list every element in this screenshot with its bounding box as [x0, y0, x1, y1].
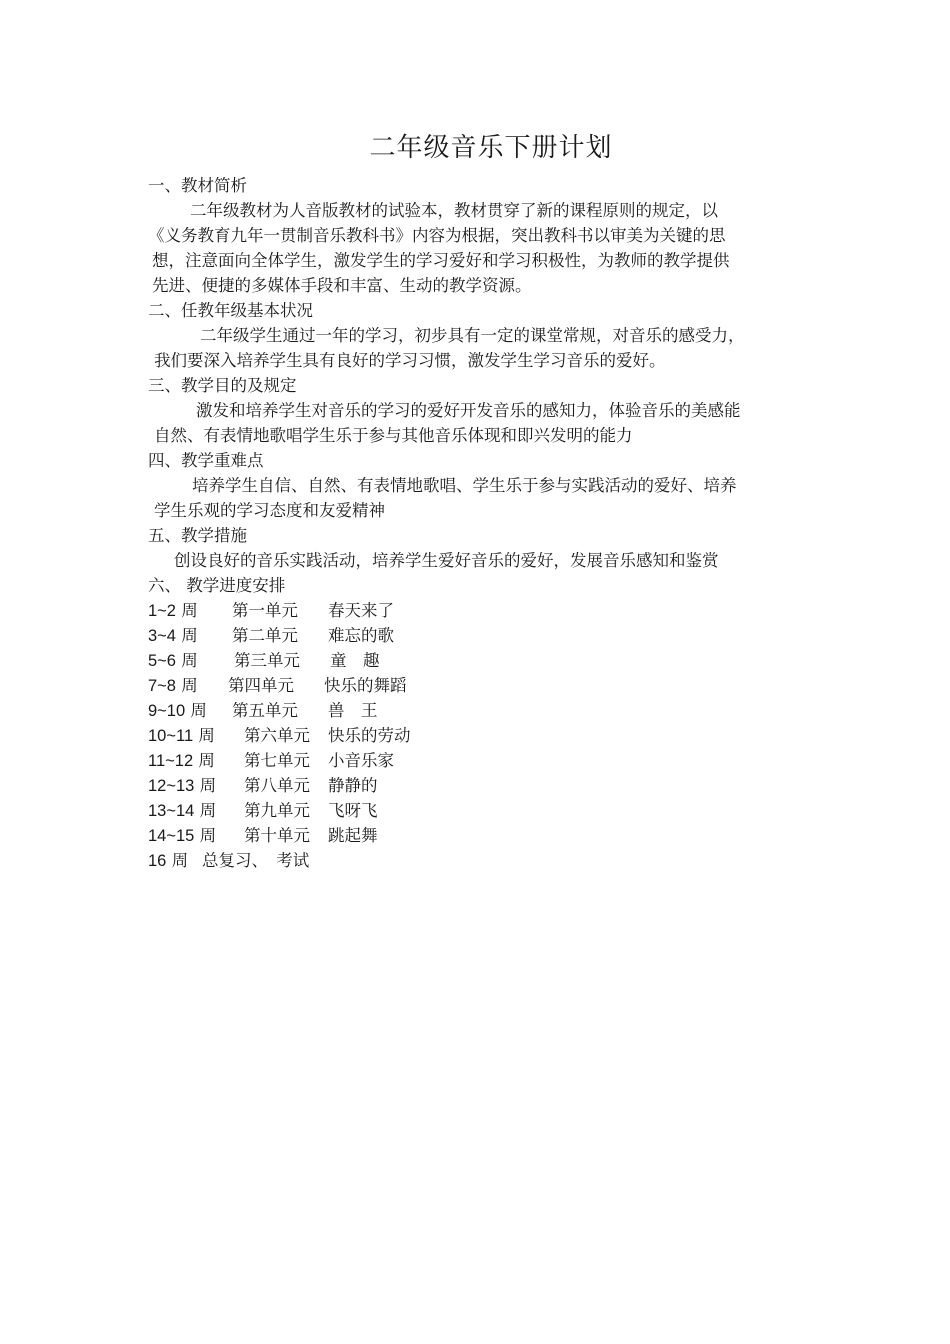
schedule-row	[148, 623, 838, 648]
schedule-row	[148, 823, 838, 848]
schedule-week: 14~15 周	[148, 826, 217, 845]
schedule-unit: 第六单元	[244, 726, 310, 745]
section-body-2	[148, 323, 838, 373]
schedule-week: 12~13 周	[148, 776, 217, 795]
schedule-topic: 静静的	[328, 776, 378, 795]
schedule-week: 10~11 周	[148, 726, 215, 745]
document-title: 二年级音乐下册计划	[369, 133, 613, 163]
schedule-week: 16 周	[148, 851, 189, 870]
section-5-line-1: 创设良好的音乐实践活动，培养学生爱好音乐的爱好，发展音乐感知和鉴赏	[174, 551, 719, 570]
section-3-line-2: 自然、有表情地歌唱学生乐于参与其他音乐体现和即兴发明的能力	[154, 426, 633, 445]
schedule-week: 5~6 周	[148, 651, 198, 670]
section-heading-1: 一、教材简析	[148, 176, 247, 195]
document-body	[148, 173, 838, 873]
schedule-topic: 童 趣	[330, 651, 380, 670]
schedule-topic: 跳起舞	[328, 826, 378, 845]
schedule-row	[148, 798, 838, 823]
schedule-week: 1~2 周	[148, 601, 198, 620]
schedule-week: 11~12 周	[148, 751, 215, 770]
schedule-topic: 快乐的劳动	[328, 726, 411, 745]
section-body-4	[148, 473, 838, 523]
schedule-row	[148, 748, 838, 773]
section-heading-5: 五、教学措施	[148, 526, 247, 545]
section-1-line-4: 先进、便捷的多媒体手段和丰富、生动的教学资源。	[152, 276, 532, 295]
section-4-line-2: 学生乐观的学习态度和友爱精神	[154, 501, 385, 520]
section-heading-4: 四、教学重难点	[148, 451, 264, 470]
section-body-5	[148, 548, 838, 573]
section-1-line-3: 想，注意面向全体学生，激发学生的学习爱好和学习积极性，为教师的教学提供	[152, 251, 730, 270]
schedule-row	[148, 648, 838, 673]
schedule-row	[148, 598, 838, 623]
section-heading-2: 二、任教年级基本状况	[148, 301, 313, 320]
section-3-line-1: 激发和培养学生对音乐的学习的爱好开发音乐的感知力，体验音乐的美感能	[196, 401, 741, 420]
section-2-line-2: 我们要深入培养学生具有良好的学习习惯，激发学生学习音乐的爱好。	[154, 351, 666, 370]
schedule-topic: 小音乐家	[328, 751, 394, 770]
schedule-unit: 第三单元	[234, 651, 300, 670]
schedule-unit: 第十单元	[244, 826, 310, 845]
schedule-row	[148, 698, 838, 723]
schedule-row	[148, 673, 838, 698]
schedule-topic: 难忘的歌	[328, 626, 394, 645]
schedule-final-text: 总复习、 考试	[202, 851, 310, 870]
section-heading-6: 六、 教学进度安排	[148, 576, 286, 595]
schedule-final-row	[148, 848, 838, 873]
schedule-week: 7~8 周	[148, 676, 198, 695]
schedule-topic: 飞呀飞	[328, 801, 378, 820]
schedule-topic: 兽 王	[328, 701, 378, 720]
schedule-row	[148, 773, 838, 798]
schedule-week: 9~10 周	[148, 701, 207, 720]
section-body-3	[148, 398, 838, 448]
schedule-unit: 第二单元	[232, 626, 298, 645]
section-2-line-1: 二年级学生通过一年的学习，初步具有一定的课堂常规，对音乐的感受力，	[200, 326, 745, 345]
schedule-unit: 第五单元	[232, 701, 298, 720]
section-1-line-1: 二年级教材为人音版教材的试验本，教材贯穿了新的课程原则的规定，以	[190, 201, 718, 220]
schedule-topic: 快乐的舞蹈	[324, 676, 407, 695]
schedule-unit: 第七单元	[244, 751, 310, 770]
schedule-unit: 第八单元	[244, 776, 310, 795]
schedule-week: 3~4 周	[148, 626, 198, 645]
schedule-unit: 第四单元	[228, 676, 294, 695]
section-heading-3: 三、教学目的及规定	[148, 376, 297, 395]
section-1-line-2: 《义务教育九年一贯制音乐教科书》内容为根据，突出教科书以审美为关键的思	[148, 226, 726, 245]
schedule-week: 13~14 周	[148, 801, 217, 820]
schedule-unit: 第九单元	[244, 801, 310, 820]
schedule-topic: 春天来了	[328, 601, 394, 620]
section-4-line-1: 培养学生自信、自然、有表情地歌唱、学生乐于参与实践活动的爱好、培养	[192, 476, 737, 495]
schedule-unit: 第一单元	[232, 601, 298, 620]
schedule-table	[148, 598, 838, 873]
schedule-row	[148, 723, 838, 748]
section-body-1	[148, 198, 838, 298]
